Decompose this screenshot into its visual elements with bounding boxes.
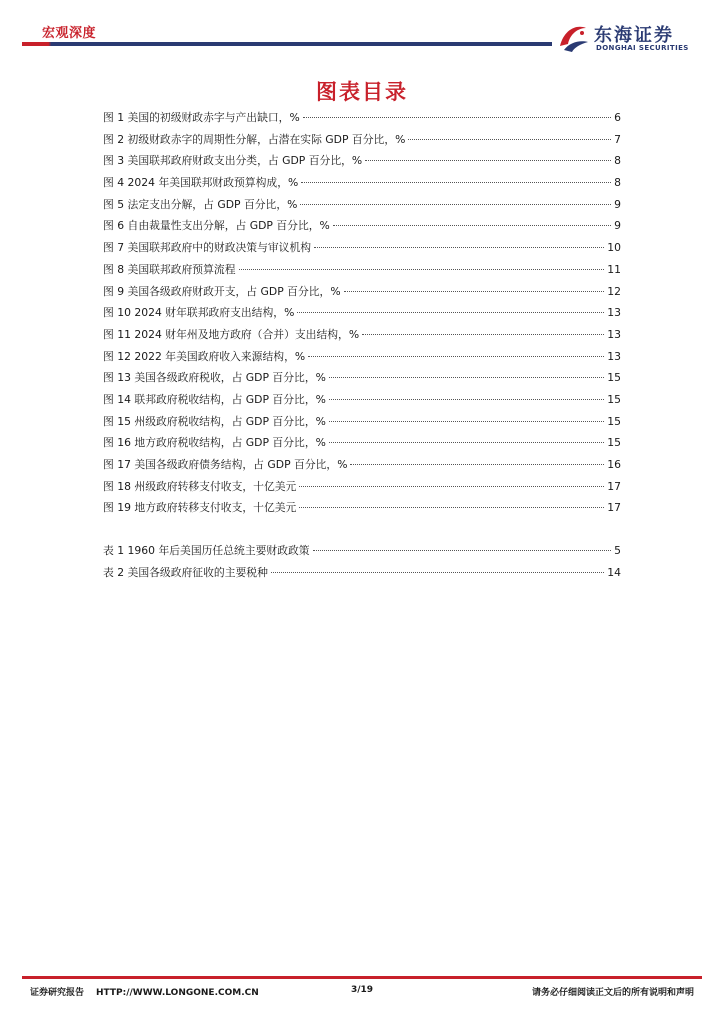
company-logo	[556, 20, 706, 56]
figure-entry[interactable]	[103, 153, 621, 175]
dot-leader	[350, 463, 604, 465]
figure-entry-page[interactable]: 6	[614, 111, 621, 124]
table-entries	[103, 543, 621, 586]
figure-entry[interactable]	[103, 479, 621, 501]
figure-entry-page[interactable]: 11	[607, 262, 621, 276]
dot-leader	[329, 441, 604, 443]
figure-entry[interactable]	[103, 457, 621, 479]
figure-entry-page[interactable]: 9	[614, 219, 621, 233]
toc-list	[103, 110, 621, 586]
figure-entry[interactable]	[103, 327, 621, 349]
table-entry-label[interactable]: 表 2 美国各级政府征收的主要税种	[103, 565, 268, 579]
table-entry[interactable]	[103, 565, 621, 587]
dot-leader	[299, 506, 604, 508]
figure-entry-label[interactable]: 图 10 2024 财年联邦政府支出结构，%	[103, 306, 295, 320]
figure-entry-label[interactable]: 图 9 美国各级政府财政开支，占 GDP 百分比，%	[103, 284, 341, 298]
figure-entry[interactable]	[103, 110, 621, 132]
figure-entry[interactable]	[103, 392, 621, 414]
figure-entry[interactable]	[103, 218, 621, 240]
figure-entry[interactable]	[103, 435, 621, 457]
figure-entry-page[interactable]: 12	[607, 284, 621, 298]
figure-entry-page[interactable]: 8	[614, 176, 621, 190]
figure-entry-page[interactable]: 9	[614, 197, 621, 211]
dot-leader	[362, 333, 604, 335]
figure-entry[interactable]	[103, 175, 621, 197]
figure-entry[interactable]	[103, 284, 621, 306]
figure-entry-label[interactable]: 图 11 2024 财年州及地方政府（合并）支出结构，%	[103, 327, 360, 341]
dot-leader	[303, 116, 611, 118]
figure-entry[interactable]	[103, 262, 621, 284]
figure-entry-label[interactable]: 图 14 联邦政府税收结构，占 GDP 百分比，%	[103, 392, 326, 406]
report-category-tag: 宏观深度	[42, 26, 97, 41]
dot-leader	[329, 398, 604, 400]
figure-entry-label[interactable]: 图 19 地方政府转移支付收支，十亿美元	[103, 501, 297, 515]
figure-entry-label[interactable]: 图 16 地方政府税收结构，占 GDP 百分比，%	[103, 436, 326, 450]
figure-entry-page[interactable]: 17	[607, 479, 621, 493]
figure-entry-page[interactable]: 17	[607, 501, 621, 515]
dot-leader	[239, 268, 605, 270]
figure-entry-label[interactable]: 图 13 美国各级政府税收，占 GDP 百分比，%	[103, 371, 326, 385]
figure-entries	[103, 110, 621, 522]
figure-entry-page[interactable]: 13	[607, 306, 621, 320]
figure-entry-label[interactable]: 图 18 州级政府转移支付收支，十亿美元	[103, 479, 297, 493]
figure-entry-page[interactable]: 13	[607, 349, 621, 363]
figure-entry[interactable]	[103, 370, 621, 392]
figure-entry-label[interactable]: 图 1 美国的初级财政赤字与产出缺口，%	[103, 111, 300, 124]
figure-entry-page[interactable]: 15	[607, 414, 621, 428]
footer-disclaimer: 请务必仔细阅读正文后的所有说明和声明	[531, 988, 694, 998]
dot-leader	[329, 420, 604, 422]
figure-entry[interactable]	[103, 132, 621, 154]
dot-leader	[408, 138, 611, 140]
figure-entry-label[interactable]: 图 7 美国联邦政府中的财政决策与审议机构	[103, 241, 312, 255]
dot-leader	[297, 311, 604, 313]
dot-leader	[300, 203, 611, 205]
figure-entry-page[interactable]: 10	[607, 241, 621, 255]
dot-leader	[313, 549, 612, 551]
figure-entry[interactable]	[103, 240, 621, 262]
dot-leader	[308, 355, 604, 357]
logo-name-en: DONGHAI SECURITIES	[596, 44, 689, 52]
figure-entry-label[interactable]: 图 2 初级财政赤字的周期性分解，占潜在实际 GDP 百分比，%	[103, 132, 406, 146]
dot-leader	[271, 571, 604, 573]
footer-report-type: 证券研究报告	[30, 988, 85, 998]
wave-logo-icon	[556, 20, 590, 54]
figure-entry-label[interactable]: 图 3 美国联邦政府财政支出分类，占 GDP 百分比，%	[103, 154, 363, 168]
figure-entry-page[interactable]: 15	[607, 436, 621, 450]
dot-leader	[314, 246, 604, 248]
figure-entry[interactable]	[103, 197, 621, 219]
figure-entry-page[interactable]: 13	[607, 327, 621, 341]
figure-entry-page[interactable]: 8	[614, 154, 621, 168]
footer-url-link[interactable]: HTTP://WWW.LONGONE.COM.CN	[96, 988, 259, 998]
header-divider	[22, 42, 552, 46]
figure-entry[interactable]	[103, 349, 621, 371]
table-entry-page[interactable]: 5	[614, 544, 621, 558]
figure-entry-page[interactable]: 15	[607, 392, 621, 406]
figure-entry-label[interactable]: 图 17 美国各级政府债务结构，占 GDP 百分比，%	[103, 458, 348, 471]
dot-leader	[329, 376, 604, 378]
figure-entry-label[interactable]: 图 12 2022 年美国政府收入来源结构，%	[103, 349, 306, 363]
figure-entry-label[interactable]: 图 5 法定支出分解，占 GDP 百分比，%	[103, 197, 298, 211]
dot-leader	[299, 485, 604, 487]
figure-entry[interactable]	[103, 414, 621, 436]
figure-entry[interactable]	[103, 305, 621, 327]
figure-entry-label[interactable]: 图 15 州级政府税收结构，占 GDP 百分比，%	[103, 414, 326, 428]
figure-entry-label[interactable]: 图 6 自由裁量性支出分解，占 GDP 百分比，%	[103, 219, 330, 233]
figure-entry[interactable]	[103, 500, 621, 522]
dot-leader	[333, 224, 611, 226]
figure-entry-page[interactable]: 7	[614, 132, 621, 146]
table-entry-label[interactable]: 表 1 1960 年后美国历任总统主要财政政策	[103, 544, 310, 558]
figure-entry-label[interactable]: 图 4 2024 年美国联邦财政预算构成，%	[103, 176, 299, 190]
dot-leader	[344, 290, 605, 292]
figure-entry-page[interactable]: 16	[607, 458, 621, 471]
dot-leader	[365, 159, 611, 161]
page-indicator: 3/19	[350, 985, 374, 995]
toc-spacer	[103, 522, 621, 543]
dot-leader	[301, 181, 611, 183]
toc-title: 图表目录	[316, 80, 408, 104]
table-entry-page[interactable]: 14	[607, 565, 621, 579]
footer-divider	[22, 976, 702, 979]
figure-entry-page[interactable]: 15	[607, 371, 621, 385]
figure-entry-label[interactable]: 图 8 美国联邦政府预算流程	[103, 262, 236, 276]
logo-name-cn: 东海证券	[594, 25, 674, 46]
table-entry[interactable]	[103, 543, 621, 565]
